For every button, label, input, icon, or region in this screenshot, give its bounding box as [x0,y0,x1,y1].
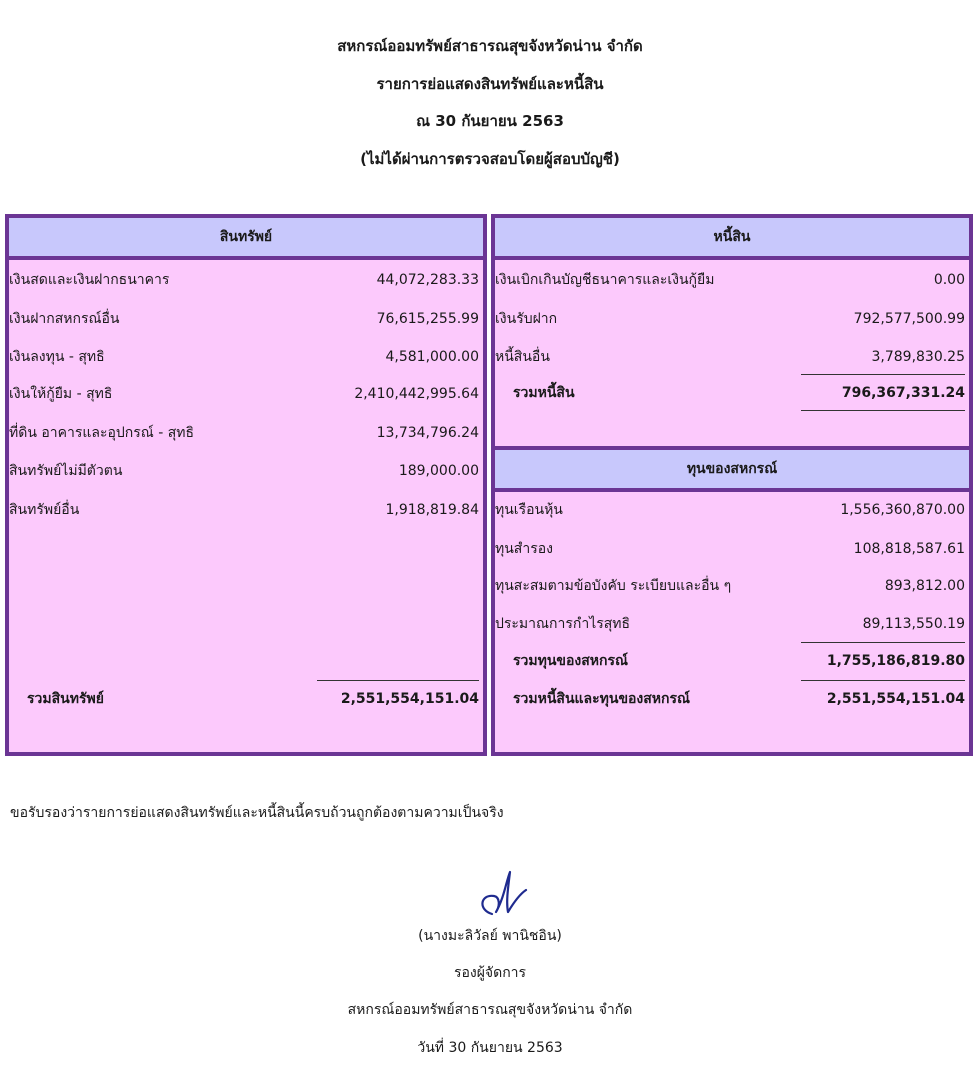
grand-total-row [495,684,969,714]
asset-label: ที่ดิน อาคารและอุปกรณ์ - สุทธิ [9,425,195,441]
liability-row [495,304,969,334]
signature-date: วันที่ 30 กันยายน 2563 [417,1040,563,1056]
liabilities-equity-panel [491,214,973,756]
equity-heading: ทุนของสหกรณ์ [495,450,969,492]
equity-row [495,534,969,564]
liability-row [495,342,969,372]
equity-row [495,609,969,639]
org-title: สหกรณ์ออมทรัพย์สาธารณสุขจังหวัดน่าน จำกัด [337,37,643,55]
equity-total-row [495,646,969,676]
asset-label: เงินให้กู้ยืม - สุทธิ [9,386,113,402]
asset-label: สินทรัพย์ไม่มีตัวตน [9,463,123,479]
assets-panel [5,214,487,756]
asset-label: เงินสดและเงินฝากธนาคาร [9,272,170,288]
liabilities-total-row [495,378,969,408]
assets-total-label: รวมสินทรัพย์ [27,691,104,707]
signatory-position: รองผู้จัดการ [453,965,527,981]
equity-amount: 893,812.00 [884,578,965,594]
asset-amount: 13,734,796.24 [376,425,479,441]
liability-label: เงินเบิกเกินบัญชีธนาคารและเงินกู้ยืม [495,272,715,288]
audit-note: (ไม่ได้ผ่านการตรวจสอบโดยผู้สอบบัญชี) [360,150,620,168]
asset-row [9,342,483,372]
equity-row [495,495,969,525]
assets-total-row [9,684,483,714]
asset-amount: 44,072,283.33 [376,272,479,288]
asset-row [9,379,483,409]
asset-amount: 76,615,255.99 [376,311,479,327]
statement-date: ณ 30 กันยายน 2563 [416,112,564,130]
equity-amount: 108,818,587.61 [853,541,965,557]
equity-label: ทุนสะสมตามข้อบังคับ ระเบียบและอื่น ๆ [495,578,732,594]
liability-row [495,265,969,295]
equity-total-amount: 1,755,186,819.80 [826,653,965,669]
asset-amount: 1,918,819.84 [385,502,479,518]
asset-amount: 189,000.00 [398,463,479,479]
total-rule [801,410,965,411]
asset-row [9,304,483,334]
asset-label: เงินลงทุน - สุทธิ [9,349,105,365]
equity-label: ทุนเรือนหุ้น [495,502,563,518]
statement-title: รายการย่อแสดงสินทรัพย์และหนี้สิน [376,75,604,93]
signatory-name: (นางมะลิวัลย์ พานิชอิน) [418,928,562,944]
certification-text: ขอรับรองว่ารายการย่อแสดงสินทรัพย์และหนี้สินนี้ครบถ้วนถูกต้องตามความเป็นจริง [10,805,504,821]
asset-row [9,456,483,486]
total-rule [801,374,965,375]
asset-row [9,418,483,448]
assets-total-amount: 2,551,554,151.04 [340,691,479,707]
equity-amount: 1,556,360,870.00 [840,502,965,518]
asset-row [9,265,483,295]
equity-amount: 89,113,550.19 [862,616,965,632]
equity-label: ทุนสำรอง [495,541,553,557]
liability-label: เงินรับฝาก [495,311,558,327]
signature-mark [470,868,530,920]
liabilities-total-amount: 796,367,331.24 [841,385,965,401]
signatory-organization: สหกรณ์ออมทรัพย์สาธารณสุขจังหวัดน่าน จำกัด [347,1002,633,1018]
liability-amount: 3,789,830.25 [871,349,965,365]
assets-heading: สินทรัพย์ [9,218,483,260]
equity-label: ประมาณการกำไรสุทธิ [495,616,631,632]
asset-row [9,495,483,525]
equity-total-label: รวมทุนของสหกรณ์ [513,653,628,669]
grand-total-label: รวมหนี้สินและทุนของสหกรณ์ [513,691,691,707]
liability-label: หนี้สินอื่น [495,349,550,365]
liabilities-heading: หนี้สิน [495,218,969,260]
grand-total-amount: 2,551,554,151.04 [826,691,965,707]
liability-amount: 792,577,500.99 [853,311,965,327]
liabilities-total-label: รวมหนี้สิน [513,385,575,401]
asset-label: สินทรัพย์อื่น [9,502,80,518]
total-rule [801,642,965,643]
asset-amount: 4,581,000.00 [385,349,479,365]
liability-amount: 0.00 [933,272,965,288]
total-rule [317,680,479,681]
total-rule [801,680,965,681]
asset-label: เงินฝากสหกรณ์อื่น [9,311,120,327]
asset-amount: 2,410,442,995.64 [354,386,479,402]
equity-row [495,571,969,601]
